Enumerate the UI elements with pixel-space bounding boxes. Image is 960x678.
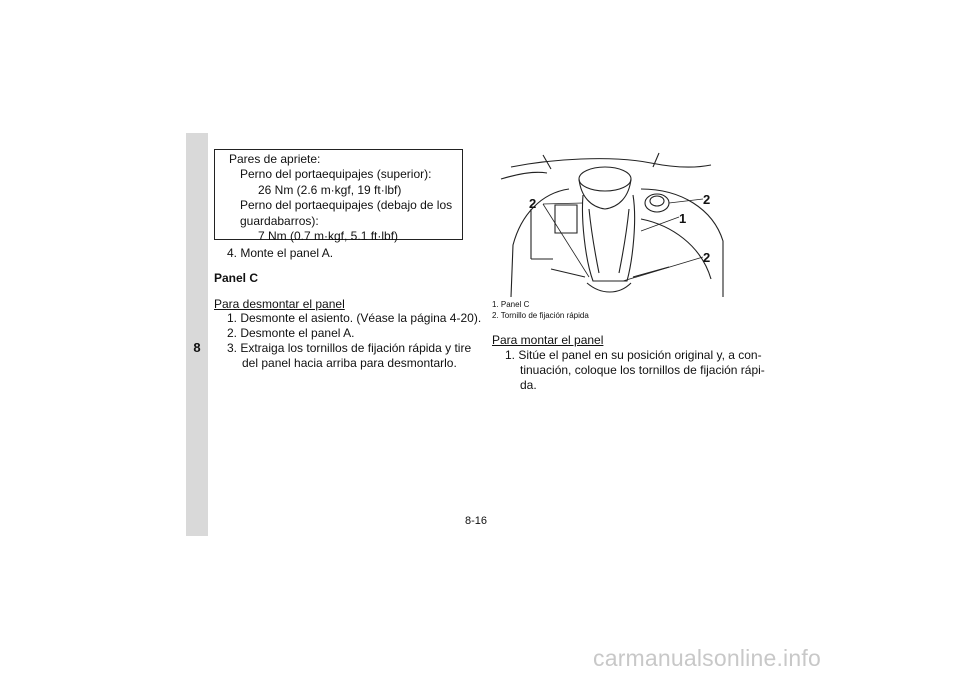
torque-line: Perno del portaequipajes (superior): <box>240 167 432 182</box>
torque-line: 26 Nm (2.6 m·kgf, 19 ft·lbf) <box>258 182 402 197</box>
section-heading-panel-c: Panel C <box>214 271 259 285</box>
torque-line: Perno del portaequipajes (debajo de los <box>240 198 453 213</box>
torque-box-title: Pares de apriete: <box>229 152 321 166</box>
figure-caption: 2. Tornillo de fijación rápida <box>492 311 589 320</box>
chapter-tab <box>186 133 208 536</box>
install-step: 1. Sitúe el panel en su posición original y, a con- <box>505 348 762 362</box>
remove-step-continued: del panel hacia arriba para desmontarlo. <box>242 356 457 370</box>
chapter-tab-number: 8 <box>193 340 201 355</box>
remove-step: 1. Desmonte el asiento. (Véase la página 4-20). <box>227 311 482 325</box>
torque-line: guardabarros): <box>240 213 319 228</box>
figure-caption: 1. Panel C <box>492 300 530 309</box>
remove-step: 2. Desmonte el panel A. <box>227 326 355 340</box>
install-panel-heading: Para montar el panel <box>492 333 604 347</box>
callout-screw: 2 <box>703 250 711 265</box>
callout-screw: 2 <box>703 192 711 207</box>
callout-screw: 2 <box>529 196 537 211</box>
install-step-continued: tinuación, coloque los tornillos de fijación rápi- <box>520 363 765 377</box>
atv-front-drawing <box>491 149 725 297</box>
callout-panel: 1 <box>679 211 687 226</box>
watermark-text[interactable]: carmanualsonline.info <box>593 645 821 671</box>
step-mount-panel-a: 4. Monte el panel A. <box>227 246 334 260</box>
remove-step: 3. Extraiga los tornillos de fijación rápida y tire <box>227 341 472 355</box>
page-number: 8-16 <box>465 515 488 527</box>
torque-line: 7 Nm (0.7 m·kgf, 5.1 ft·lbf) <box>258 229 399 244</box>
remove-panel-heading: Para desmontar el panel <box>214 297 345 311</box>
panel-c-illustration <box>491 149 725 297</box>
install-step-continued: da. <box>520 378 537 392</box>
torque-spec-box <box>214 149 463 244</box>
